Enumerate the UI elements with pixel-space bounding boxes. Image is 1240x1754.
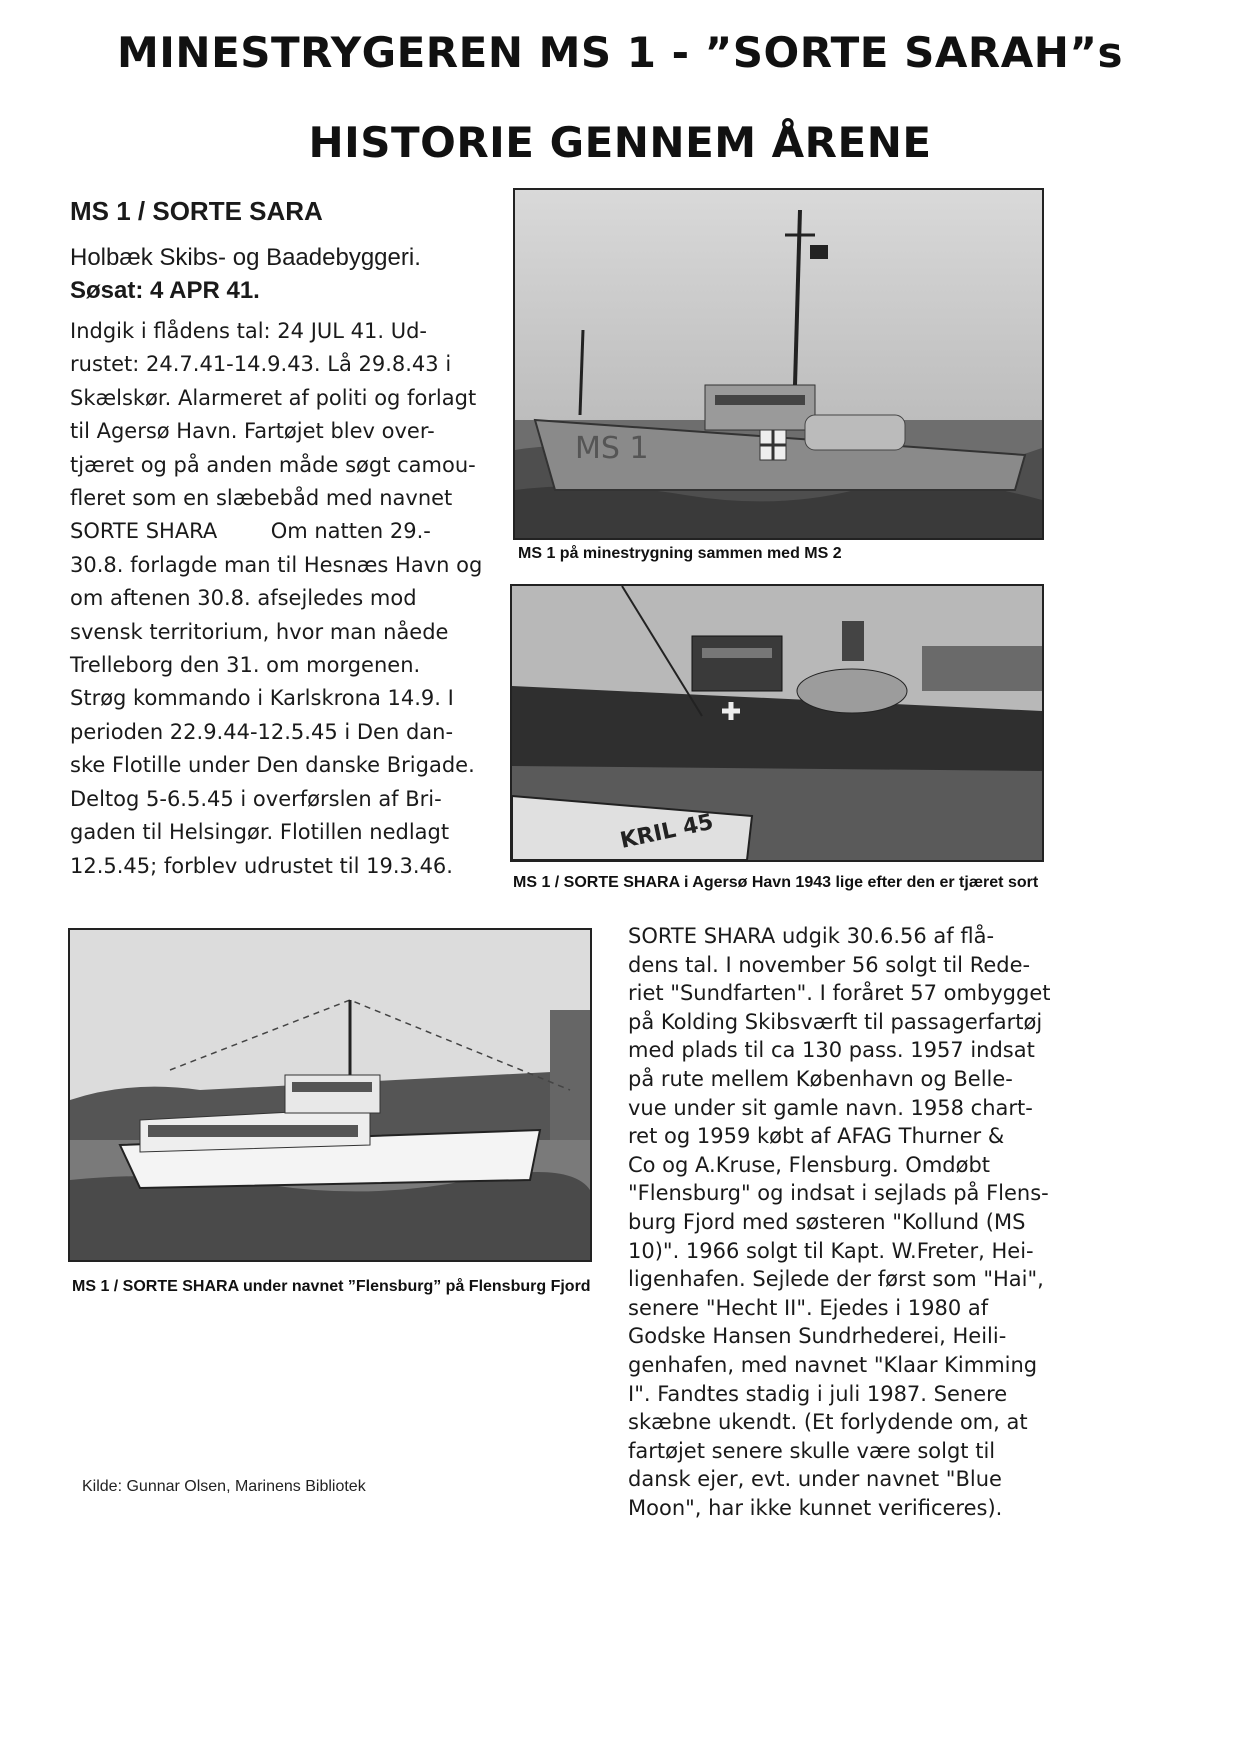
text-line: tjæret og på anden måde søgt camou- [70,452,476,477]
text-line: perioden 22.9.44-12.5.45 i Den dan- [70,719,454,744]
text-line: til Agersø Havn. Fartøjet blev over- [70,419,435,444]
text-line: skæbne ukendt. (Et forlydende om, at [628,1410,1028,1435]
text-line: I". Fandtes stadig i juli 1987. Senere [628,1381,1008,1406]
text-line: senere "Hecht II". Ejedes i 1980 af [628,1295,989,1320]
text-line: Moon", har ikke kunnet verificeres). [628,1495,1003,1520]
photo-tarred-ship-harbor [510,584,1044,862]
text-line: om aftenen 30.8. afsejledes mod [70,586,417,611]
text-line: 30.8. forlagde man til Hesnæs Havn og [70,552,483,577]
text-line: riet "Sundfarten". I foråret 57 ombygget [628,981,1051,1006]
text-line: 10)". 1966 solgt til Kapt. W.Freter, Hei- [628,1238,1034,1263]
text-line: ligenhafen. Sejlede der først som "Hai", [628,1267,1044,1292]
text-line: gaden til Helsingør. Flotillen nedlagt [70,820,450,845]
source-credit: Kilde: Gunnar Olsen, Marinens Bibliotek [82,1478,366,1495]
text-line: med plads til ca 130 pass. 1957 indsat [628,1038,1035,1063]
article-clipping-1 [70,196,490,883]
text-line: rustet: 24.7.41-14.9.43. Lå 29.8.43 i [70,352,452,377]
text-line: 12.5.45; forblev udrustet til 19.3.46. [70,853,453,878]
photo-caption-1: MS 1 på minestrygning sammen med MS 2 [518,545,842,562]
text-line: svensk territorium, hvor man nåede [70,619,449,644]
clipping-body [70,315,490,883]
text-line: Deltog 5-6.5.45 i overførslen af Bri- [70,786,442,811]
clipping-launched: Søsat: 4 APR 41. [70,277,260,304]
text-line: Strøg kommando i Karlskrona 14.9. I [70,686,454,711]
text-line: på Kolding Skibsværft til passagerfartøj [628,1009,1043,1034]
text-line: SORTE SHARA Om natten 29.- [70,519,431,544]
text-line: burg Fjord med søsteren "Kollund (MS [628,1209,1026,1234]
text-line: fartøjet senere skulle være solgt til [628,1438,996,1463]
clipping-heading: MS 1 / SORTE SARA [70,196,323,226]
text-line: "Flensburg" og indsat i sejlads på Flens- [628,1181,1049,1206]
text-line: på rute mellem København og Belle- [628,1066,1013,1091]
photo-caption-2: MS 1 / SORTE SHARA i Agersø Havn 1943 lige efter den er tjæret sort [513,874,1039,891]
text-line: ret og 1959 købt af AFAG Thurner & [628,1124,1005,1149]
clipping-body [628,922,1051,1522]
clipping-builder: Holbæk Skibs- og Baadebyggeri. [70,244,421,271]
text-line: ske Flotille under Den danske Brigade. [70,753,475,778]
photo-minesweeper-at-sea [513,188,1044,540]
page-title: MINESTRYGEREN MS 1 - ”SORTE SARAH”s [117,28,1123,77]
text-line: Trelleborg den 31. om morgenen. [70,653,421,678]
photo-flensburg-passenger-ship [68,928,592,1262]
text-line: dansk ejer, evt. under navnet "Blue [628,1467,1002,1492]
text-line: Co og A.Kruse, Flensburg. Omdøbt [628,1152,991,1177]
text-line: Indgik i flådens tal: 24 JUL 41. Ud- [70,319,427,343]
photo-caption-3: MS 1 / SORTE SHARA under navnet ”Flensburg” på Flensburg Fjord [72,1278,591,1295]
text-line: SORTE SHARA udgik 30.6.56 af flå- [628,924,995,948]
boat-marking: KRIL 45 [618,809,716,854]
hull-marking: MS 1 [575,431,649,466]
text-line: genhafen, med navnet "Klaar Kimming [628,1352,1038,1377]
text-line: Godske Hansen Sundrhederei, Heili- [628,1324,1007,1349]
text-line: Skælskør. Alarmeret af politi og forlagt [70,385,477,410]
article-clipping-2 [628,922,1051,1522]
text-line: dens tal. I november 56 solgt til Rede- [628,952,1031,977]
page-subtitle: HISTORIE GENNEM ÅRENE [308,118,932,167]
text-line: vue under sit gamle navn. 1958 chart- [628,1095,1033,1120]
text-line: fleret som en slæbebåd med navnet [70,486,453,511]
